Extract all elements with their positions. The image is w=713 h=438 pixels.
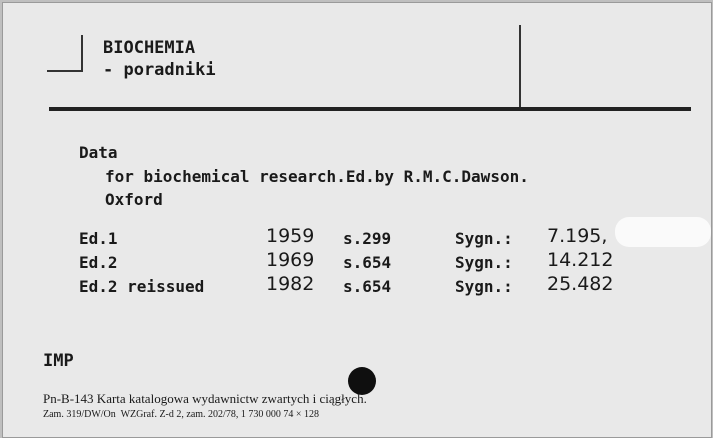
sygn-label: Sygn.: [455,253,513,272]
edition-year: 1969 [266,249,315,271]
subject-title: BIOCHEMIA [103,38,196,58]
footer-line-2: Zam. 319/DW/On WZGraf. Z-d 2, zam. 202/78, 1 730 000 74 × 128 [43,409,319,420]
edition-pages: s.654 [343,253,392,272]
sygn-value: 7.195, [547,225,608,247]
entry-label: Data [79,143,118,162]
subject-heading [103,37,216,81]
sygn-label: Sygn.: [455,229,513,248]
header-rule [49,107,691,111]
paper-damage-patch [615,217,711,247]
edition-label: Ed.2 [79,253,118,272]
sygn-label: Sygn.: [455,277,513,296]
header-divider-line [519,25,521,107]
edition-label: Ed.2 reissued [79,277,205,296]
edition-label: Ed.1 [79,229,118,248]
card-footer [43,391,367,423]
sygn-value: 14.212 [547,249,614,271]
entry-description: for biochemical research.Ed.by R.M.C.Dawson. [105,167,529,186]
footer-line-1: Pn-B-143 Karta katalogowa wydawnictw zwartych i ciągłych. [43,391,367,406]
subject-subtitle: - poradniki [103,60,216,80]
catalog-card [2,2,712,438]
edition-pages: s.299 [343,229,392,248]
edition-year: 1982 [266,273,315,295]
imp-marker: IMP [43,351,74,371]
corner-vertical-line [81,35,83,71]
sygn-value: 25.482 [547,273,614,295]
entry-place: Oxford [105,190,163,209]
edition-year: 1959 [266,225,315,247]
corner-horizontal-line [47,70,83,72]
edition-pages: s.654 [343,277,392,296]
